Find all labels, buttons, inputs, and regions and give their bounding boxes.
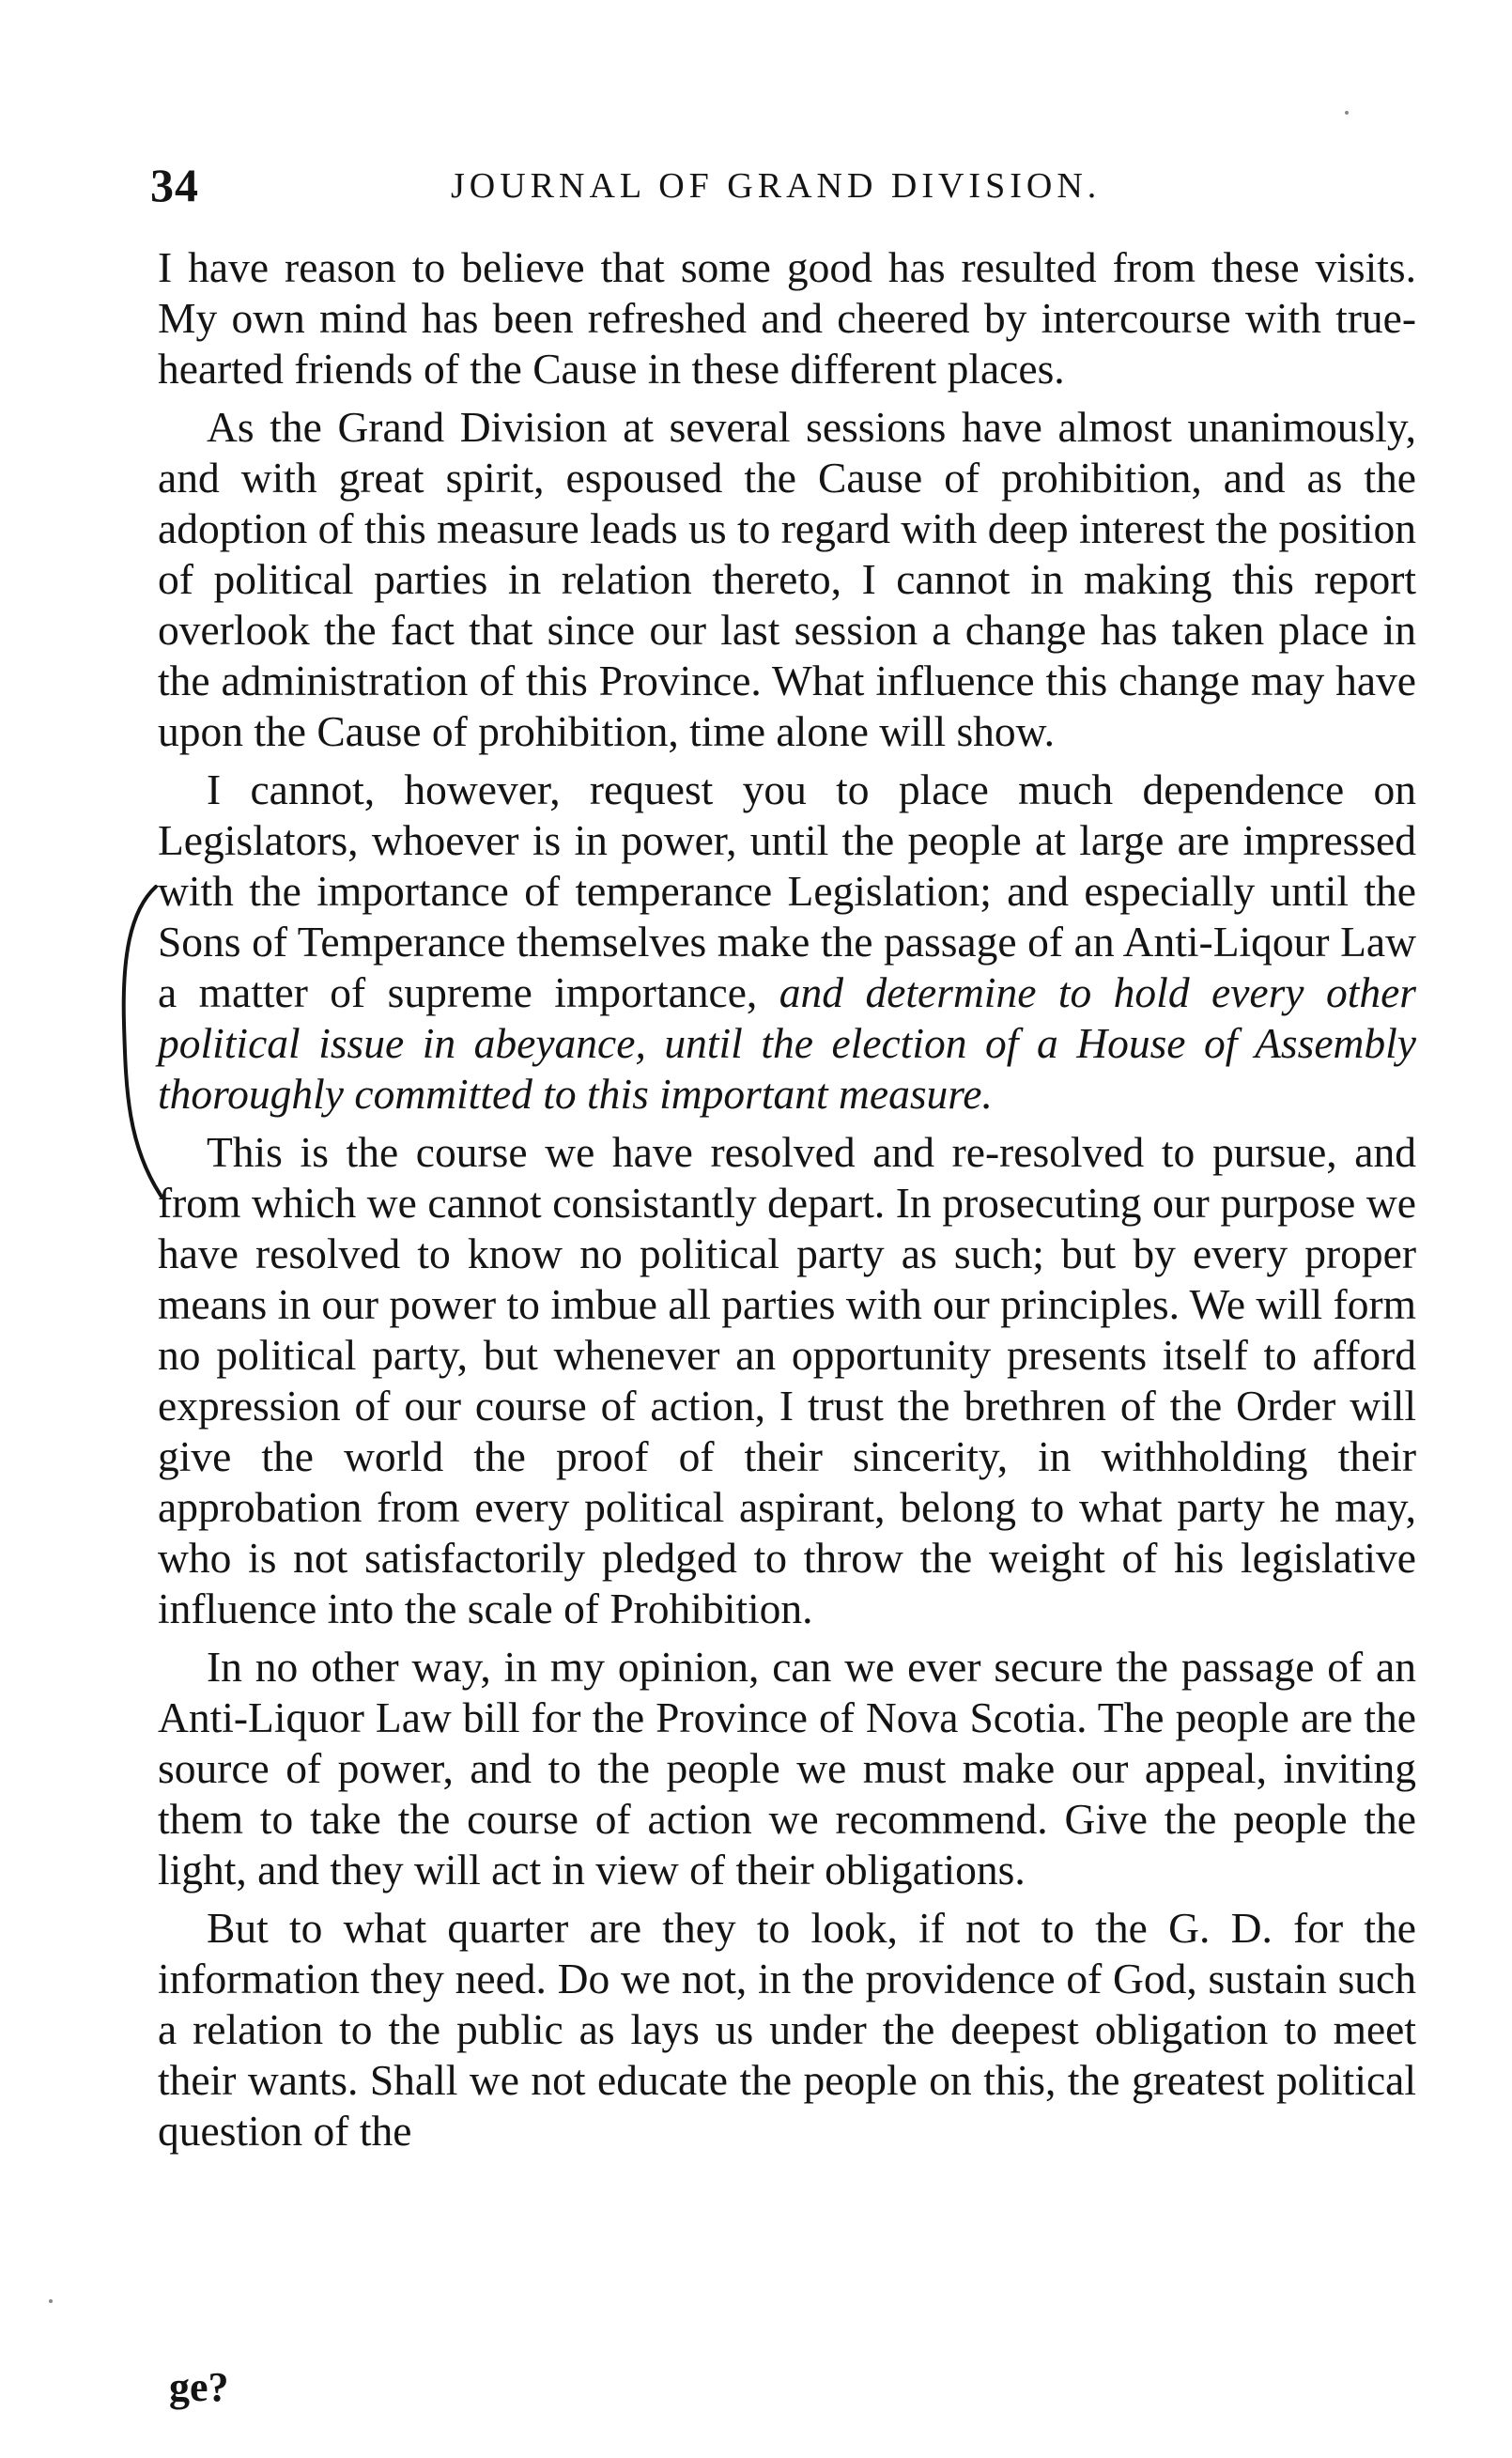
running-head: JOURNAL OF GRAND DIVISION. bbox=[451, 166, 1102, 206]
catchword: ge? bbox=[169, 2364, 229, 2410]
text-segment: In no other way, in my opinion, can we ever secure the passage of an Anti-Liquor Law bill for the Province of Nova Scotia. The people are the source of power, and to the people we must make our appeal, inviting them to take the course of action we recommend. Give the people the light, and they will act in view of their obligations. bbox=[158, 1643, 1416, 1894]
paragraph bbox=[158, 1127, 1416, 1634]
italic-text-segment: and determine to hold every other political issue in abeyance, until the election of a House of Assembly thoroughly committed to this important measure. bbox=[158, 968, 1416, 1118]
page-number: 34 bbox=[150, 159, 199, 211]
paragraph bbox=[158, 1642, 1416, 1895]
paragraph bbox=[158, 765, 1416, 1120]
text-segment: This is the course we have resolved and re-resolved to pursue, and from which we cannot consistantly depart. In prosecuting our purpose we have resolved to know no political party as such; but by every proper means in our power to imbue all parties with our principles. We will form no political party, but whenever an opportunity presents itself to afford expression of our course of action, I trust the brethren of the Order will give the world the proof of their sincerity, in withholding their approbation from every political aspirant, belong to what party he may, who is not satisfactorily pledged to throw the weight of his legislative influence into the scale of Prohibition. bbox=[158, 1128, 1416, 1632]
text-segment: I have reason to believe that some good has resulted from these visits. My own mind has been refreshed and cheered by intercourse with true-hearted friends of the Cause in these different places. bbox=[158, 243, 1416, 393]
paragraph bbox=[158, 1903, 1416, 2157]
text-segment: I cannot, however, request you to place much dependence on Legislators, whoever is in power, until the people at large are impressed with the importance of temperance Legislation; and especially until the Sons of Temperance themselves make the passage of an Anti-Liqour Law a matter of supreme importance, bbox=[158, 765, 1416, 1016]
text-segment: As the Grand Division at several sessions have almost unanimously, and with great spirit, espoused the Cause of prohibition, and as the adoption of this measure leads us to regard with deep interest the position of political parties in relation thereto, I cannot in making this report overlook the fact that since our last session a change has taken place in the administration of this Province. What influence this change may have upon the Cause of prohibition, time alone will show. bbox=[158, 403, 1416, 755]
margin-speck bbox=[1345, 111, 1349, 115]
page-header bbox=[150, 158, 1418, 224]
paragraph bbox=[158, 402, 1416, 757]
paragraph bbox=[158, 242, 1416, 394]
text-segment: But to what quarter are they to look, if not to the G. D. for the information they need. Do we not, in the providence of God, sustain such a relation to the public as lays us under the deepest obligation to meet their wants. Shall we not educate the people on this, the greatest political question of the bbox=[158, 1904, 1416, 2155]
body-text bbox=[158, 242, 1416, 2157]
margin-speck bbox=[49, 2299, 53, 2303]
